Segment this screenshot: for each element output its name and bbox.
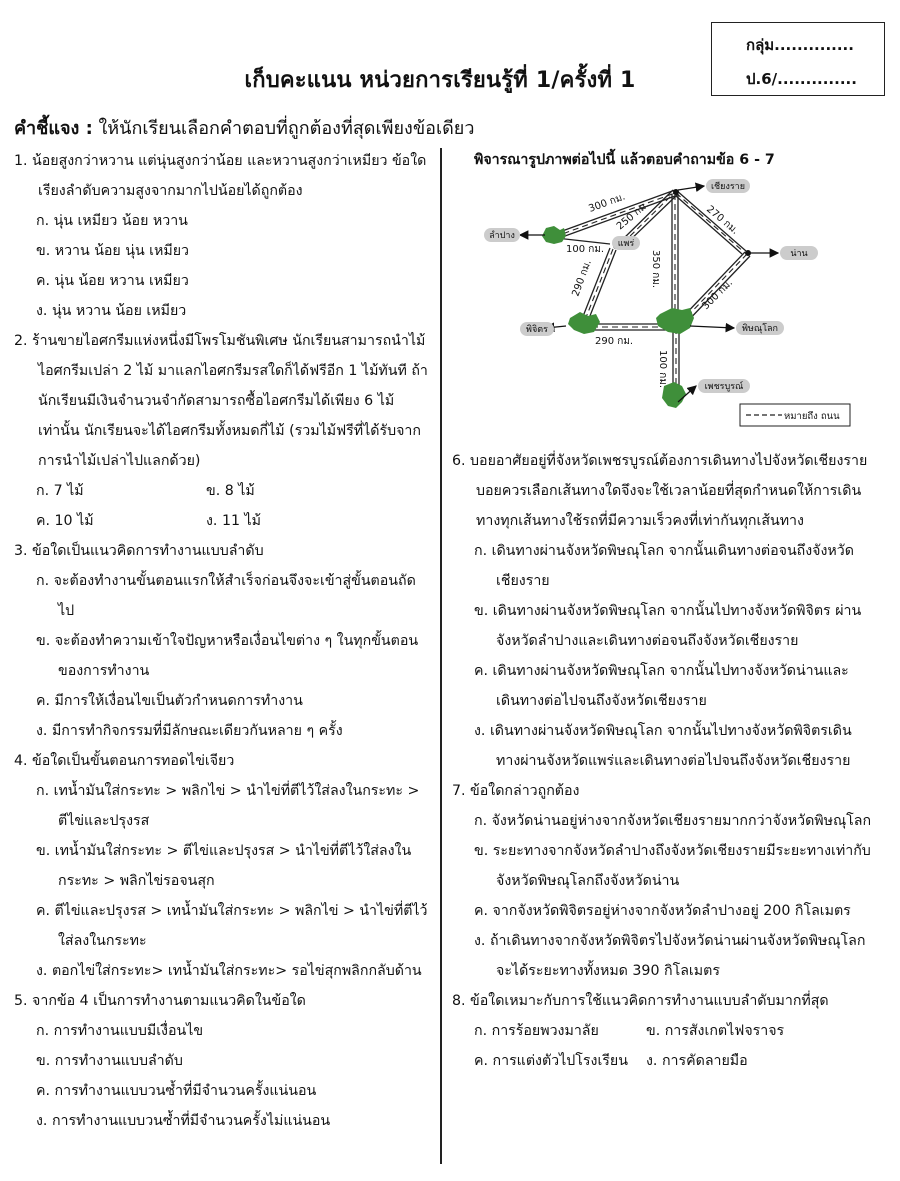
option-b[interactable]: ข. เดินทางผ่านจังหวัดพิษณุโลก จากนั้นไปทางจังหวัดพิจิตร ผ่านจังหวัดลำปางและเดินทางต่อจนถึงจังหวัดเชียงราย — [474, 603, 862, 649]
city-phrae: แพร่ — [617, 239, 635, 249]
group-label: กลุ่ม.............. — [746, 36, 854, 54]
distance-label: 270 กม. — [704, 203, 741, 237]
instruction-text: ให้นักเรียนเลือกคำตอบที่ถูกต้องที่สุดเพียงข้อเดียว — [92, 118, 475, 139]
question-text: 1. น้อยสูงกว่าหวาน แต่นุ่นสูงกว่าน้อย และหวานสูงกว่าเหมียว ข้อใดเรียงลำดับความสูงจากมากไปน้อยได้ถูกต้อง — [14, 153, 427, 199]
right-column — [452, 446, 872, 1076]
page-title: เก็บคะแนน หน่วยการเรียนรู้ที่ 1/ครั้งที่ 1 — [244, 68, 636, 93]
option-d[interactable]: ง. ถ้าเดินทางจากจังหวัดพิจิตรไปจังหวัดน่านผ่านจังหวัดพิษณุโลกจะได้ระยะทางทั้งหมด 390 กิโลเมตร — [474, 933, 866, 979]
option-a[interactable]: ก. 7 ไม้ — [36, 483, 84, 499]
question-1 — [14, 146, 430, 326]
option-c[interactable]: ค. ตีไข่และปรุงรส > เทน้ำมันใส่กระทะ > พลิกไข่ > นำไข่ที่ตีไว้ใส่ลงในกระทะ — [36, 903, 428, 949]
option-d[interactable]: ง. ตอกไข่ใส่กระทะ> เทน้ำมันใส่กระทะ> รอไข่สุกพลิกกลับด้าน — [36, 963, 422, 979]
option-a[interactable]: ก. นุ่น เหมียว น้อย หวาน — [36, 213, 188, 229]
distance-label: 300 กม. — [587, 191, 627, 215]
legend-text: หมายถึง ถนน — [784, 411, 840, 422]
option-b[interactable]: ข. 8 ไม้ — [206, 483, 255, 499]
option-d[interactable]: ง. การคัดลายมือ — [646, 1053, 748, 1069]
distance-label: 100 กม. — [657, 350, 668, 389]
option-b[interactable]: ข. ระยะทางจากจังหวัดลำปางถึงจังหวัดเชียงรายมีระยะทางเท่ากับจังหวัดพิษณุโลกถึงจังหวัดน่าน — [474, 843, 871, 889]
route-map — [470, 172, 890, 434]
class-label: ป.6/.............. — [746, 70, 857, 88]
question-text: 6. บอยอาศัยอยู่ที่จังหวัดเพชรบูรณ์ต้องการเดินทางไปจังหวัดเชียงราย บอยควรเลือกเส้นทางใดจึงจะใช้เวลาน้อยที่สุดกำหนดให้การเดินทางทุกเส้นทางใช้รถที่มีความเร็วคงที่เท่ากันทุกเส้นทาง — [452, 453, 868, 529]
option-d[interactable]: ง. เดินทางผ่านจังหวัดพิษณุโลก จากนั้นไปทางจังหวัดพิจิตรเดินทางผ่านจังหวัดแพร่และเดินทางต่อไปจนถึงจังหวัดเชียงราย — [474, 723, 852, 769]
distance-label: 250 กม. — [614, 199, 652, 233]
option-d[interactable]: ง. นุ่น หวาน น้อย เหมียว — [36, 303, 187, 319]
city-phetchabun: เพชรบูรณ์ — [704, 382, 744, 392]
city-phitsanulok: พิษณุโลก — [741, 324, 779, 334]
option-c[interactable]: ค. การทำงานแบบวนซ้ำที่มีจำนวนครั้งแน่นอน — [36, 1083, 317, 1099]
question-text: 3. ข้อใดเป็นแนวคิดการทำงานแบบลำดับ — [14, 543, 264, 559]
option-b[interactable]: ข. การทำงานแบบลำดับ — [36, 1053, 183, 1069]
question-text: 8. ข้อใดเหมาะกับการใช้แนวคิดการทำงานแบบลำดับมากที่สุด — [452, 993, 829, 1009]
option-b[interactable]: ข. จะต้องทำความเข้าใจปัญหาหรือเงื่อนไขต่าง ๆ ในทุกขั้นตอนของการทำงาน — [36, 633, 419, 679]
option-a[interactable]: ก. เดินทางผ่านจังหวัดพิษณุโลก จากนั้นเดินทางต่อจนถึงจังหวัดเชียงราย — [474, 543, 854, 589]
option-b[interactable]: ข. เทน้ำมันใส่กระทะ > ตีไข่และปรุงรส > นำไข่ที่ตีไว้ใส่ลงในกระทะ > พลิกไข่รอจนสุก — [36, 843, 412, 889]
question-text: 2. ร้านขายไอศกรีมแห่งหนึ่งมีโพรโมชันพิเศษ นักเรียนสามารถนำไม้ไอศกรีมเปล่า 2 ไม้ มาแลกไอศกรีมรสใดก็ได้ฟรีอีก 1 ไม้ทันที ถ้านักเรียนมีเงินจำนวนจำกัดสามารถซื้อไอศกรีมได้เพียง 6 ไม้เท่านั้น นักเรียนจะได้ไอศกรีมทั้งหมดกี่ไม้ (รวมไม้ฟรีที่ได้รับจากการนำไม้เปล่าไปแลกด้วย) — [14, 333, 428, 469]
option-d[interactable]: ง. มีการทำกิจกรรมที่มีลักษณะเดียวกันหลาย ๆ ครั้ง — [36, 723, 343, 739]
instruction — [14, 113, 474, 142]
distance-label: 290 กม. — [570, 258, 594, 299]
left-column — [14, 146, 430, 1136]
distance-label: 300 กม. — [700, 277, 736, 313]
map-title: พิจารณารูปภาพต่อไปนี้ แล้วตอบคำถามข้อ 6 - 7 — [474, 152, 775, 168]
distance-label: 100 กม. — [566, 244, 605, 255]
city-phichit: พิจิตร — [526, 325, 548, 335]
question-6 — [452, 446, 872, 776]
option-c[interactable]: ค. เดินทางผ่านจังหวัดพิษณุโลก จากนั้นไปทางจังหวัดน่านและเดินทางต่อไปจนถึงจังหวัดเชียงราย — [474, 663, 849, 709]
column-divider — [440, 148, 442, 1164]
option-c[interactable]: ค. มีการให้เงื่อนไขเป็นตัวกำหนดการทำงาน — [36, 693, 303, 709]
option-b[interactable]: ข. หวาน น้อย นุ่น เหมียว — [36, 243, 189, 259]
distance-label: 290 กม. — [595, 336, 634, 347]
option-a[interactable]: ก. จังหวัดน่านอยู่ห่างจากจังหวัดเชียงรายมากกว่าจังหวัดพิษณุโลก — [474, 813, 872, 829]
option-c[interactable]: ค. จากจังหวัดพิจิตรอยู่ห่างจากจังหวัดลำปางอยู่ 200 กิโลเมตร — [474, 903, 851, 919]
option-a[interactable]: ก. จะต้องทำงานขั้นตอนแรกให้สำเร็จก่อนจึงจะเข้าสู่ขั้นตอนถัดไป — [36, 573, 416, 619]
question-2 — [14, 326, 430, 536]
instruction-label: คำชี้แจง : — [14, 118, 93, 139]
option-d[interactable]: ง. 11 ไม้ — [206, 513, 261, 529]
map-legend — [740, 404, 850, 426]
question-text: 7. ข้อใดกล่าวถูกต้อง — [452, 783, 580, 799]
city-nan: น่าน — [790, 249, 808, 259]
question-8 — [452, 986, 872, 1076]
distance-label: 350 กม. — [650, 250, 661, 289]
option-a[interactable]: ก. การร้อยพวงมาลัย — [474, 1023, 599, 1039]
city-chiangrai: เชียงราย — [710, 182, 746, 192]
question-7 — [452, 776, 872, 986]
question-3 — [14, 536, 430, 746]
question-4 — [14, 746, 430, 986]
option-b[interactable]: ข. การสังเกตไฟจราจร — [646, 1023, 785, 1039]
option-c[interactable]: ค. 10 ไม้ — [36, 513, 94, 529]
question-text: 5. จากข้อ 4 เป็นการทำงานตามแนวคิดในข้อใด — [14, 993, 306, 1009]
option-c[interactable]: ค. การแต่งตัวไปโรงเรียน — [474, 1053, 628, 1069]
question-text: 4. ข้อใดเป็นขั้นตอนการทอดไข่เจียว — [14, 753, 235, 769]
option-a[interactable]: ก. เทน้ำมันใส่กระทะ > พลิกไข่ > นำไข่ที่ตีไว้ใส่ลงในกระทะ > ตีไข่และปรุงรส — [36, 783, 420, 829]
option-a[interactable]: ก. การทำงานแบบมีเงื่อนไข — [36, 1023, 204, 1039]
option-c[interactable]: ค. นุ่น น้อย หวาน เหมียว — [36, 273, 189, 289]
city-pointers — [520, 186, 778, 402]
city-lampang: ลำปาง — [489, 231, 515, 241]
question-5 — [14, 986, 430, 1136]
option-d[interactable]: ง. การทำงานแบบวนซ้ำที่มีจำนวนครั้งไม่แน่นอน — [36, 1113, 331, 1129]
